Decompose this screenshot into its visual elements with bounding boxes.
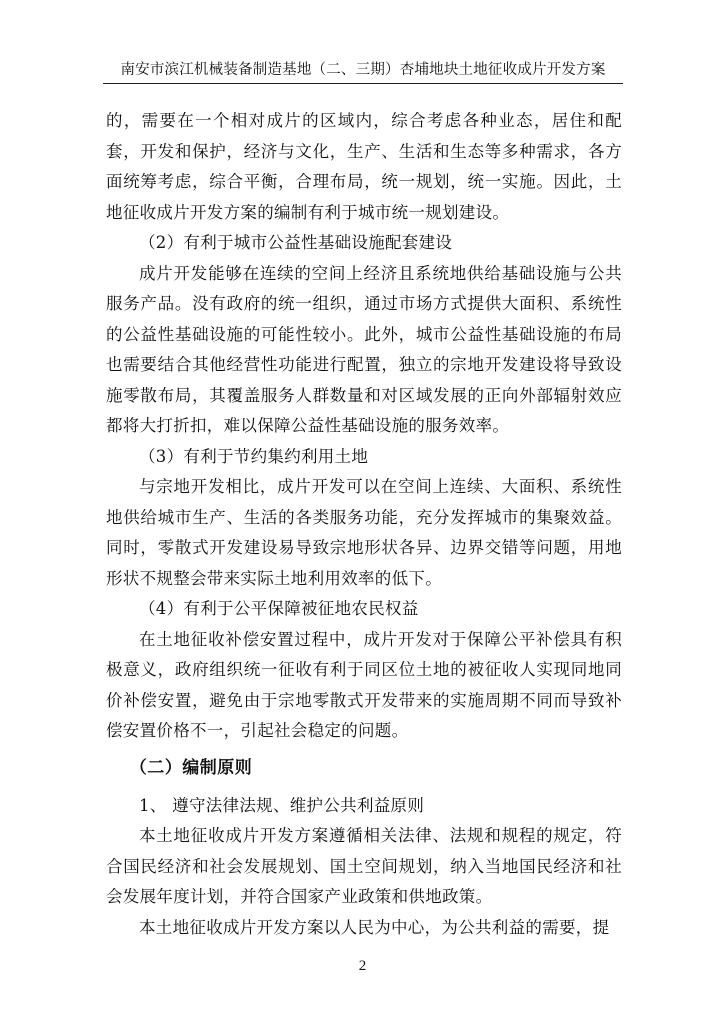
header-rule xyxy=(103,83,623,84)
paragraph-farmer-rights: 在土地征收补偿安置过程中，成片开发对于保障公平补偿具有积极意义，政府组织统一征收有利于同区位土地的被征收人实现同地同价补偿安置，避免由于宗地零散式开发带来的实施周期不同而导致补偿安置价格不一，引起社会稳定的问题。 xyxy=(106,629,622,740)
section-heading: （二）编制原则 xyxy=(129,757,253,778)
principle-paragraph-1: 本土地征收成片开发方案遵循相关法律、法规和规程的规定，符合国民经济和社会发展规划、国土空间规划，纳入当地国民经济和社会发展年度计划，并符合国家产业政策和供地政策。 xyxy=(106,826,622,906)
subheading-farmer-rights: （4）有利于公平保障被征地农民权益 xyxy=(139,599,419,618)
paragraph-public-infrastructure: 成片开发能够在连续的空间上经济且系统地供给基础设施与公共服务产品。没有政府的统一组织，通过市场方式提供大面积、系统性的公益性基础设施的可能性较小。此外，城市公益性基础设施的布局也需要结合其他经营性功能进行配置，独立的宗地开发建设将导致设施零散布局，其覆盖服务人群数量和对区域发展的正向外部辐射效应都将大打折扣，难以保障公益性基础设施的服务效率。 xyxy=(106,263,622,435)
document-body xyxy=(106,106,622,943)
principle-title: 1、 遵守法律法规、维护公共利益原则 xyxy=(139,795,425,815)
principle-paragraph-2: 本土地征收成片开发方案以人民为中心，为公共利益的需要，提 xyxy=(139,917,610,937)
subheading-land-saving: （3）有利于节约集约利用土地 xyxy=(139,446,369,466)
paragraph-land-saving: 与宗地开发相比，成片开发可以在空间上连续、大面积、系统性地供给城市生产、生活的各类服务功能，充分发挥城市的集聚效益。同时，零散式开发建设易导致宗地形状各异、边界交错等问题，用地形状不规整会带来实际土地利用效率的低下。 xyxy=(106,477,622,588)
page-number: 2 xyxy=(358,958,367,974)
paragraph-continuation: 的，需要在一个相对成片的区域内，综合考虑各种业态，居住和配套，开发和保护，经济与文化，生产、生活和生态等多种需求，各方面统筹考虑，综合平衡，合理布局，统一规划，统一实施。因此，土地征收成片开发方案的编制有利于城市统一规划建设。 xyxy=(106,111,622,222)
subheading-public-infrastructure: （2）有利于城市公益性基础设施配套建设 xyxy=(139,233,453,252)
page-header: 南安市滨江机械装备制造基地（二、三期）杏埔地块土地征收成片开发方案 xyxy=(120,62,606,78)
